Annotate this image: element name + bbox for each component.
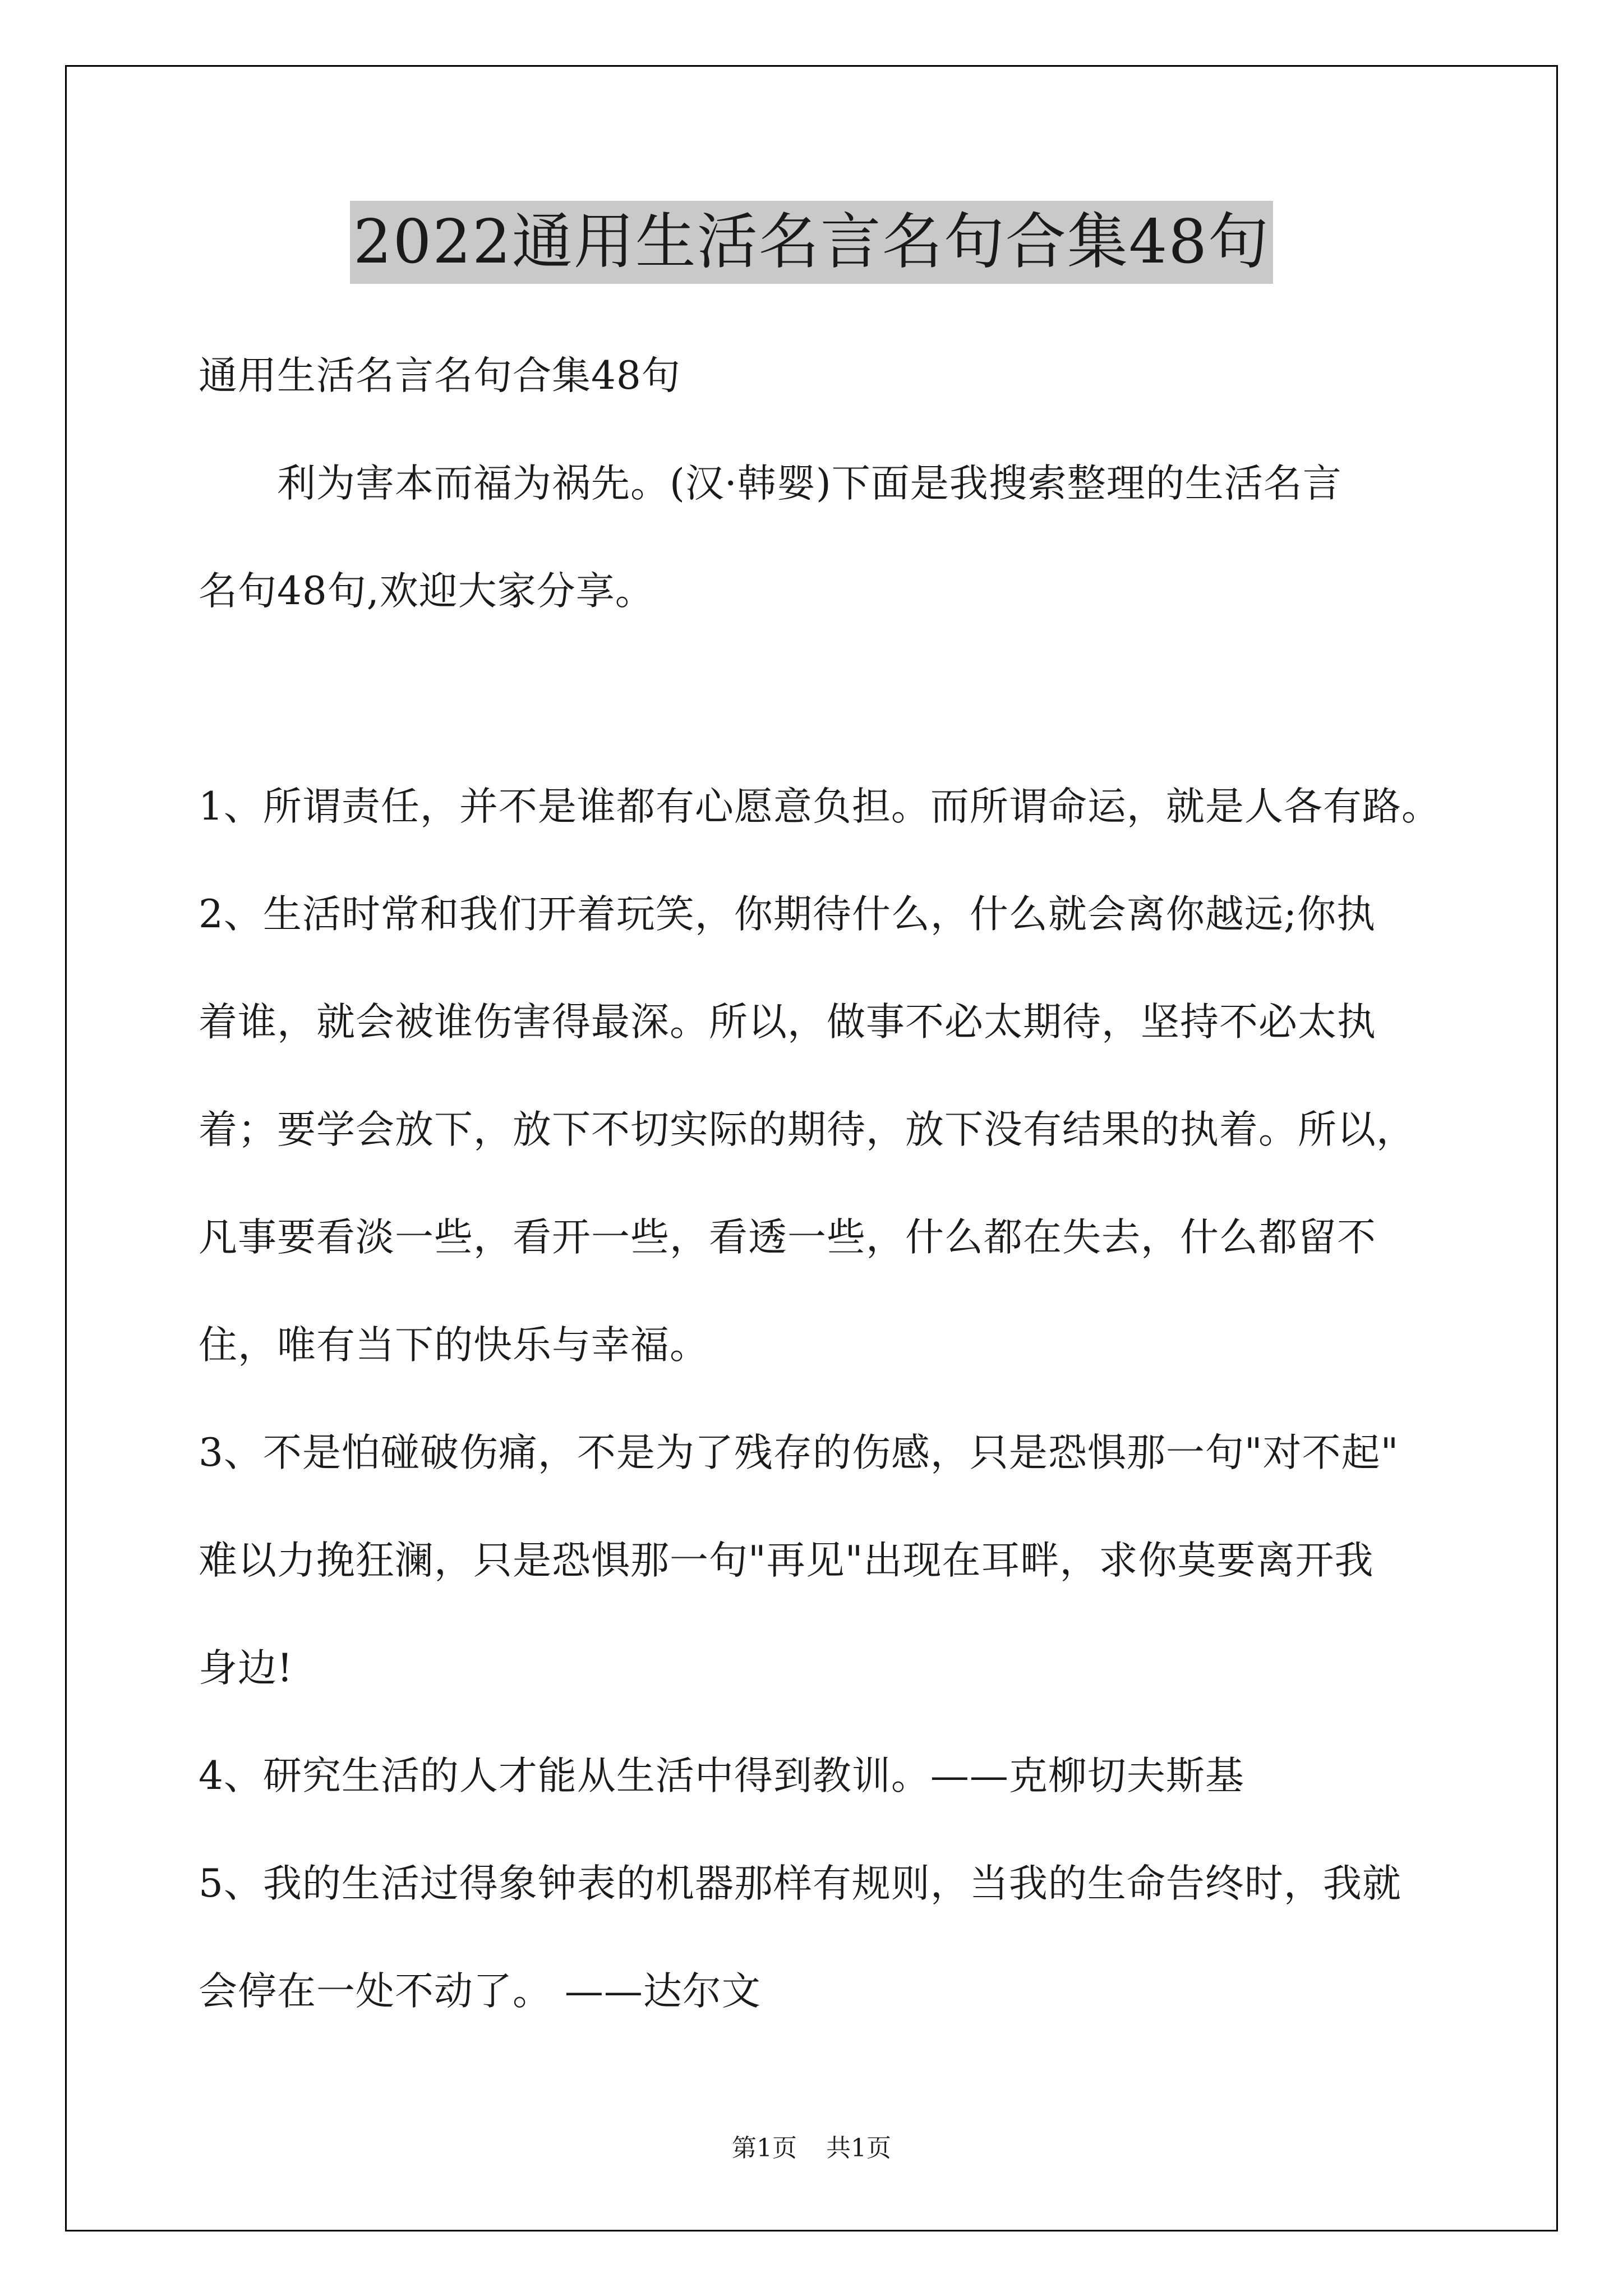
body-line: 利为害本而福为祸先。(汉·韩婴)下面是我搜索整理的生活名言 — [199, 461, 1342, 506]
body-line: 5、我的生活过得象钟表的机器那样有规则，当我的生命告终时，我就 — [199, 1861, 1401, 1906]
body-line: 1、所谓责任，并不是谁都有心愿意负担。而所谓命运，就是人各有路。 — [199, 784, 1441, 829]
body-line: 住，唯有当下的快乐与幸福。 — [199, 1323, 709, 1368]
body-line: 着；要学会放下，放下不切实际的期待，放下没有结果的执着。所以， — [199, 1107, 1415, 1152]
body-line: 4、研究生活的人才能从生活中得到教训。——克柳切夫斯基 — [199, 1754, 1244, 1798]
body-line: 凡事要看淡一些，看开一些，看透一些，什么都在失去，什么都留不 — [199, 1215, 1376, 1260]
title-container — [0, 201, 1623, 284]
body-line: 身边! — [199, 1646, 293, 1691]
body-line: 会停在一处不动了。 ——达尔文 — [199, 1969, 761, 2014]
paragraph-gap — [199, 660, 1427, 767]
body-line: 名句48句,欢迎大家分享。 — [199, 569, 654, 614]
body-line: 难以力挽狂澜，只是恐惧那一句"再见"出现在耳畔，求你莫要离开我 — [199, 1538, 1374, 1583]
page-number: 第1页 — [732, 2134, 797, 2162]
document-title: 2022通用生活名言名句合集48句 — [350, 201, 1273, 284]
body-line: 通用生活名言名句合集48句 — [199, 353, 681, 398]
document-body — [199, 337, 1441, 2060]
page-total: 共1页 — [826, 2134, 891, 2162]
body-line: 2、生活时常和我们开着玩笑，你期待什么，什么就会离你越远;你执 — [199, 892, 1376, 937]
body-line: 着谁，就会被谁伤害得最深。所以，做事不必太期待，坚持不必太执 — [199, 1000, 1376, 1045]
body-line: 3、不是怕碰破伤痛，不是为了残存的伤感，只是恐惧那一句"对不起" — [199, 1430, 1399, 1475]
page-footer — [0, 2132, 1623, 2165]
